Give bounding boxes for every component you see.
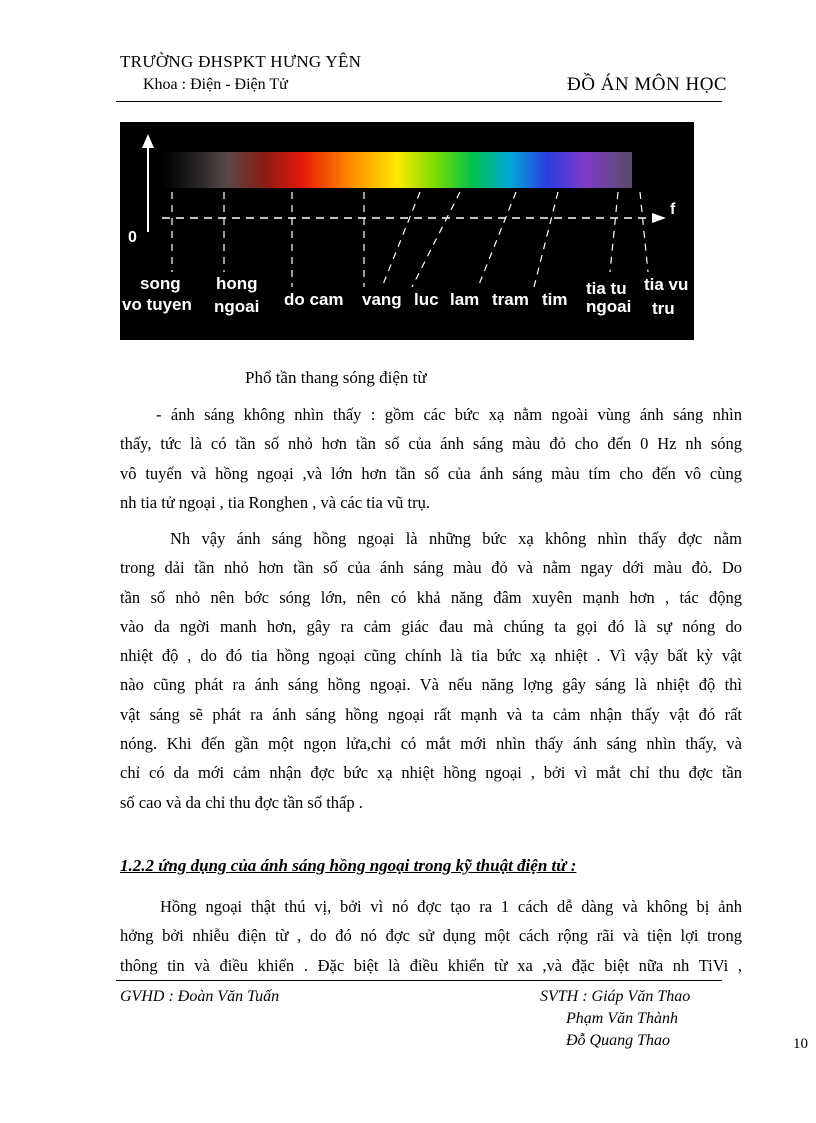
text-line: trong dải tần nhỏ hơn tần số của ánh sáng màu đỏ và nằm ngay dới màu đỏ. Do <box>120 558 742 578</box>
faculty-name: Khoa : Điện - Điện Tử <box>143 76 288 93</box>
spectrum-band <box>162 152 632 188</box>
text-line: nào cũng phát ra ánh sáng hồng ngoại. Và nếu năng lợng gây sáng là nhiệt độ thì <box>120 675 742 695</box>
label-tia-vu-tru-1: tia vu <box>644 275 689 294</box>
text-line: hởng bởi nhiễu điện từ , do đó nó đợc sử dụng một cách rộng rãi và tiện lợi trong <box>120 926 742 946</box>
figure-caption: Phổ tần thang sóng điện từ <box>245 368 427 387</box>
label-tram: tram <box>492 290 529 309</box>
label-vang: vang <box>362 290 402 309</box>
spectrum-diagram <box>120 122 694 340</box>
header-divider <box>116 101 722 102</box>
student-1: SVTH : Giáp Văn Thao <box>540 988 691 1005</box>
label-lam: lam <box>450 290 480 309</box>
text-line: vật sáng sẽ phát ra ánh sáng hồng ngoại rất mạnh và ta cảm nhận thấy vật đó rất <box>120 704 742 724</box>
text-line: thông tin và điều khiển . Đặc biệt là điều khiển từ xa ,và đặc biệt nữa nh TiVi , <box>120 955 742 975</box>
paragraph-infrared <box>120 524 742 817</box>
text-line: Hồng ngoại thật thú vị, bởi vì nó đợc tạo ra 1 cách dễ dàng và không bị ảnh <box>160 897 742 916</box>
y-axis-arrow <box>142 134 154 148</box>
school-name: TRƯỜNG ĐHSPKT HƯNG YÊN <box>120 52 362 71</box>
text-line: chỉ có da mới cảm nhận đợc bức xạ nhiệt hồng ngoại , bởi vì mắt chỉ thu đợc tần <box>120 763 742 783</box>
text-line: nhiệt độ , do đó tia hồng ngoại cũng chính là tia bức xạ nhiệt . Vì vậy bất kỳ vật <box>120 646 742 666</box>
student-2: Phạm Văn Thành <box>566 1010 678 1027</box>
text-line: số cao và da chỉ thu đợc tần số thấp . <box>120 792 363 812</box>
label-tia-tu-ngoai-2: ngoai <box>586 297 632 316</box>
section-heading: 1.2.2 ứng dụng của ánh sáng hồng ngoại trong kỹ thuật điện tử : <box>120 856 577 875</box>
label-tia-tu-ngoai-1: tia tu <box>586 279 627 298</box>
paragraph-invisible-light <box>120 400 742 517</box>
paragraph-applications <box>120 892 742 980</box>
spectrum-figure <box>120 122 694 340</box>
text-line: tần số nhỏ nên bớc sóng lớn, nên có khả năng đâm xuyên mạnh hơn , tác động <box>120 587 742 607</box>
x-axis-arrow <box>652 213 666 223</box>
label-song-vo-tuyen-2: vo tuyen <box>122 295 192 314</box>
label-tim: tim <box>542 290 568 309</box>
label-hong-ngoai-2: ngoai <box>214 297 260 316</box>
label-tia-vu-tru-2: tru <box>652 299 675 318</box>
text-line: Nh vậy ánh sáng hồng ngoại là những bức xạ không nhìn thấy đợc nằm <box>170 529 742 548</box>
guide-lines <box>172 192 648 287</box>
supervisor: GVHD : Đoàn Văn Tuấn <box>120 988 280 1005</box>
axis-zero-label: 0 <box>128 229 137 246</box>
page-number: 10 <box>793 1036 808 1052</box>
text-line: - ánh sáng không nhìn thấy : gồm các bức xạ nằm ngoài vùng ánh sáng nhìn <box>156 405 742 424</box>
student-3: Đỗ Quang Thao <box>566 1032 671 1049</box>
document-type: ĐỒ ÁN MÔN HỌC <box>567 74 728 95</box>
text-line: vào da ngời manh hơn, gây ra cảm giác đau mà chúng ta gọi đó là sự nóng do <box>120 616 742 636</box>
axis-f-label: f <box>670 201 676 218</box>
text-line: nóng. Khi đến gần một ngọn lửa,chỉ có mắt mới nhìn thấy ánh sáng nhìn thấy, và <box>120 734 742 754</box>
label-song-vo-tuyen-1: song <box>140 274 181 293</box>
label-do-cam: do cam <box>284 290 344 309</box>
label-luc: luc <box>414 290 439 309</box>
text-line: thấy, tức là có tần số nhỏ hơn tần số của ánh sáng màu đỏ cho đến 0 Hz nh sóng <box>120 434 742 454</box>
text-line: vô tuyến và hồng ngoại ,và lớn hơn tần số của ánh sáng màu tím cho đến vô cùng <box>120 463 742 483</box>
footer-divider <box>116 980 722 981</box>
text-line: nh tia tử ngoại , tia Ronghen , và các tia vũ trụ. <box>120 492 430 512</box>
label-hong-ngoai-1: hong <box>216 274 258 293</box>
